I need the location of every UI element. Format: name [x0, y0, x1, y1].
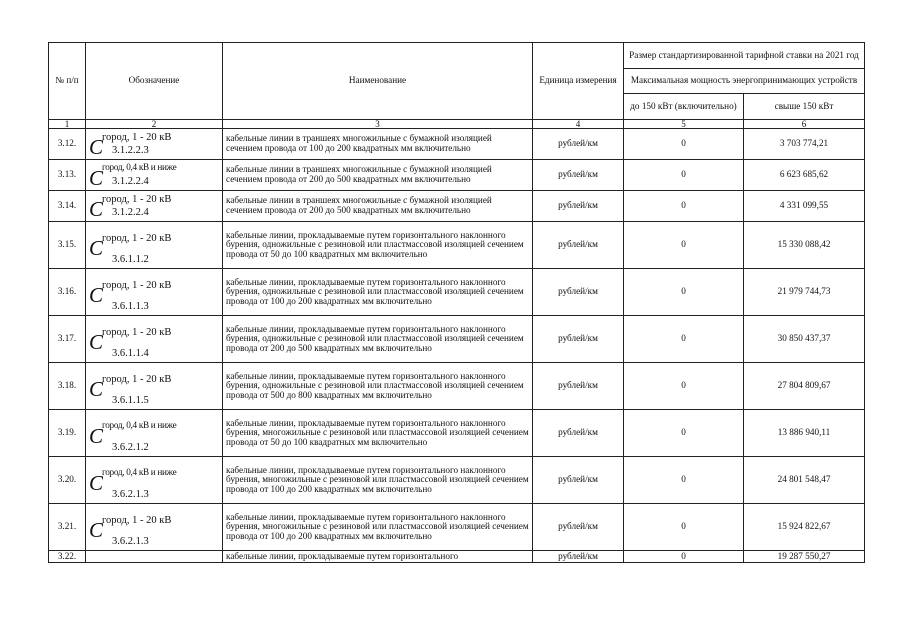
- rate-over150: 4 331 099,55: [744, 191, 865, 222]
- item-name: кабельные линии, прокладываемые путем горизонтального наклонного бурения, одножильные с резиновой или пластмассовой изоляцией сечением провода от 200 до 500 квадратных мм включительно: [223, 316, 533, 363]
- header-name: Наименование: [223, 43, 533, 120]
- row-number: 3.18.: [49, 363, 86, 410]
- header-rate-group: Размер стандартизированной тарифной ставки на 2021 год: [624, 43, 865, 69]
- unit-cell: рублей/км: [533, 222, 624, 269]
- designation-cell: [86, 504, 223, 551]
- unit-cell: рублей/км: [533, 160, 624, 191]
- header-no: № п/п: [49, 43, 86, 120]
- column-number: 5: [624, 120, 744, 129]
- rate-upto150: 0: [624, 457, 744, 504]
- rate-over150: 21 979 744,73: [744, 269, 865, 316]
- column-number: 3: [223, 120, 533, 129]
- rate-over150: 6 623 685,62: [744, 160, 865, 191]
- designation-cell: [86, 551, 223, 563]
- item-name: кабельные линии, прокладываемые путем горизонтального наклонного бурения, одножильные с резиновой или пластмассовой изоляцией сечением провода от 500 до 800 квадратных мм включительно: [223, 363, 533, 410]
- designation-subscript: 3.6.1.1.3: [112, 300, 149, 312]
- item-name: кабельные линии в траншеях многожильные с бумажной изоляцией сечением провода от 200 до 500 квадратных мм включительно: [223, 160, 533, 191]
- unit-cell: рублей/км: [533, 129, 624, 160]
- row-number: 3.15.: [49, 222, 86, 269]
- designation-cell: [86, 160, 223, 191]
- rate-upto150: 0: [624, 363, 744, 410]
- table-row: [49, 269, 865, 316]
- rate-over150: 27 804 809,67: [744, 363, 865, 410]
- tariff-symbol-c: C: [89, 377, 104, 401]
- header-over150: свыше 150 кВт: [744, 94, 865, 120]
- designation-subscript: 3.6.1.1.5: [112, 394, 149, 406]
- designation-cell: [86, 191, 223, 222]
- designation-superscript: город, 1 - 20 кВ: [102, 374, 172, 385]
- table-row: [49, 160, 865, 191]
- row-number: 3.12.: [49, 129, 86, 160]
- rate-upto150: 0: [624, 222, 744, 269]
- designation-cell: [86, 410, 223, 457]
- item-name: кабельные линии, прокладываемые путем горизонтального наклонного бурения, многожильные с резиновой или пластмассовой изоляцией сечением провода от 100 до 200 квадратных мм включительно: [223, 504, 533, 551]
- rate-upto150: 0: [624, 191, 744, 222]
- designation-cell: [86, 363, 223, 410]
- tariff-symbol-c: C: [89, 135, 104, 159]
- header-upto150: до 150 кВт (включительно): [624, 94, 744, 120]
- rate-upto150: 0: [624, 410, 744, 457]
- tariff-symbol-c: C: [89, 518, 104, 542]
- unit-cell: рублей/км: [533, 551, 624, 563]
- rate-upto150: 0: [624, 269, 744, 316]
- tariff-table: [48, 42, 865, 563]
- rate-over150: 13 886 940,11: [744, 410, 865, 457]
- item-name: кабельные линии в траншеях многожильные с бумажной изоляцией сечением провода от 100 до 200 квадратных мм включительно: [223, 129, 533, 160]
- table-row: [49, 504, 865, 551]
- designation-cell: [86, 129, 223, 160]
- designation-superscript: город, 0,4 кВ и ниже: [102, 420, 177, 430]
- unit-cell: рублей/км: [533, 504, 624, 551]
- designation-cell: [86, 316, 223, 363]
- unit-cell: рублей/км: [533, 457, 624, 504]
- row-number: 3.20.: [49, 457, 86, 504]
- row-number: 3.22.: [49, 551, 86, 563]
- header-designation: Обозначение: [86, 43, 223, 120]
- rate-upto150: 0: [624, 129, 744, 160]
- item-name: кабельные линии, прокладываемые путем горизонтального наклонного бурения, одножильные с резиновой или пластмассовой изоляцией сечением провода от 100 до 200 квадратных мм включительно: [223, 269, 533, 316]
- column-number-row: [49, 120, 865, 129]
- rate-upto150: 0: [624, 316, 744, 363]
- rate-over150: 3 703 774,21: [744, 129, 865, 160]
- item-name: кабельные линии, прокладываемые путем горизонтального наклонного бурения, одножильные с резиновой или пластмассовой изоляцией сечением провода от 50 до 100 квадратных мм включительно: [223, 222, 533, 269]
- designation-cell: [86, 457, 223, 504]
- table-row: [49, 129, 865, 160]
- designation-cell: [86, 222, 223, 269]
- designation-superscript: город, 1 - 20 кВ: [102, 280, 172, 291]
- rate-over150: 24 801 548,47: [744, 457, 865, 504]
- unit-cell: рублей/км: [533, 410, 624, 457]
- designation-subscript: 3.6.1.1.2: [112, 253, 149, 265]
- row-number: 3.19.: [49, 410, 86, 457]
- column-number: 2: [86, 120, 223, 129]
- table-row: [49, 316, 865, 363]
- designation-subscript: 3.1.2.2.3: [112, 144, 149, 156]
- designation-superscript: город, 1 - 20 кВ: [102, 515, 172, 526]
- header-unit: Единица измерения: [533, 43, 624, 120]
- table-row: [49, 222, 865, 269]
- designation-subscript: 3.6.1.1.4: [112, 347, 149, 359]
- column-number: 6: [744, 120, 865, 129]
- rate-upto150: 0: [624, 504, 744, 551]
- item-name: кабельные линии, прокладываемые путем горизонтального наклонного бурения, многожильные с резиновой или пластмассовой изоляцией сечением провода от 100 до 200 квадратных мм включительно: [223, 457, 533, 504]
- item-name: кабельные линии, прокладываемые путем горизонтального: [223, 551, 533, 563]
- designation-subscript: 3.1.2.2.4: [112, 206, 149, 218]
- item-name: кабельные линии в траншеях многожильные с бумажной изоляцией сечением провода от 200 до 500 квадратных мм включительно: [223, 191, 533, 222]
- tariff-symbol-c: C: [89, 471, 104, 495]
- table-row: [49, 551, 865, 563]
- row-number: 3.14.: [49, 191, 86, 222]
- tariff-symbol-c: C: [89, 424, 104, 448]
- rate-upto150: 0: [624, 160, 744, 191]
- rate-over150: 19 287 550,27: [744, 551, 865, 563]
- designation-superscript: город, 1 - 20 кВ: [102, 132, 172, 143]
- designation-superscript: город, 1 - 20 кВ: [102, 233, 172, 244]
- designation-superscript: город, 0,4 кВ и ниже: [102, 467, 177, 477]
- column-number: 4: [533, 120, 624, 129]
- row-number: 3.16.: [49, 269, 86, 316]
- tariff-symbol-c: C: [89, 236, 104, 260]
- tariff-symbol-c: C: [89, 197, 104, 221]
- rate-upto150: 0: [624, 551, 744, 563]
- rate-over150: 15 330 088,42: [744, 222, 865, 269]
- row-number: 3.21.: [49, 504, 86, 551]
- designation-subscript: 3.6.2.1.3: [112, 488, 149, 500]
- rate-over150: 30 850 437,37: [744, 316, 865, 363]
- designation-subscript: 3.6.2.1.3: [112, 535, 149, 547]
- rate-over150: 15 924 822,67: [744, 504, 865, 551]
- unit-cell: рублей/км: [533, 316, 624, 363]
- unit-cell: рублей/км: [533, 269, 624, 316]
- column-number: 1: [49, 120, 86, 129]
- designation-superscript: город, 1 - 20 кВ: [102, 194, 172, 205]
- designation-subscript: 3.6.2.1.2: [112, 441, 149, 453]
- table-row: [49, 363, 865, 410]
- designation-subscript: 3.1.2.2.4: [112, 175, 149, 187]
- designation-cell: [86, 269, 223, 316]
- unit-cell: рублей/км: [533, 363, 624, 410]
- header-power-group: Максимальная мощность энергопринимающих устройств: [624, 69, 865, 94]
- row-number: 3.13.: [49, 160, 86, 191]
- tariff-symbol-c: C: [89, 330, 104, 354]
- table-row: [49, 410, 865, 457]
- table-row: [49, 191, 865, 222]
- item-name: кабельные линии, прокладываемые путем горизонтального наклонного бурения, многожильные с резиновой или пластмассовой изоляцией сечением провода от 50 до 100 квадратных мм включительно: [223, 410, 533, 457]
- designation-superscript: город, 1 - 20 кВ: [102, 327, 172, 338]
- unit-cell: рублей/км: [533, 191, 624, 222]
- row-number: 3.17.: [49, 316, 86, 363]
- designation-superscript: город, 0,4 кВ и ниже: [102, 162, 177, 172]
- tariff-symbol-c: C: [89, 283, 104, 307]
- tariff-symbol-c: C: [89, 166, 104, 190]
- table-row: [49, 457, 865, 504]
